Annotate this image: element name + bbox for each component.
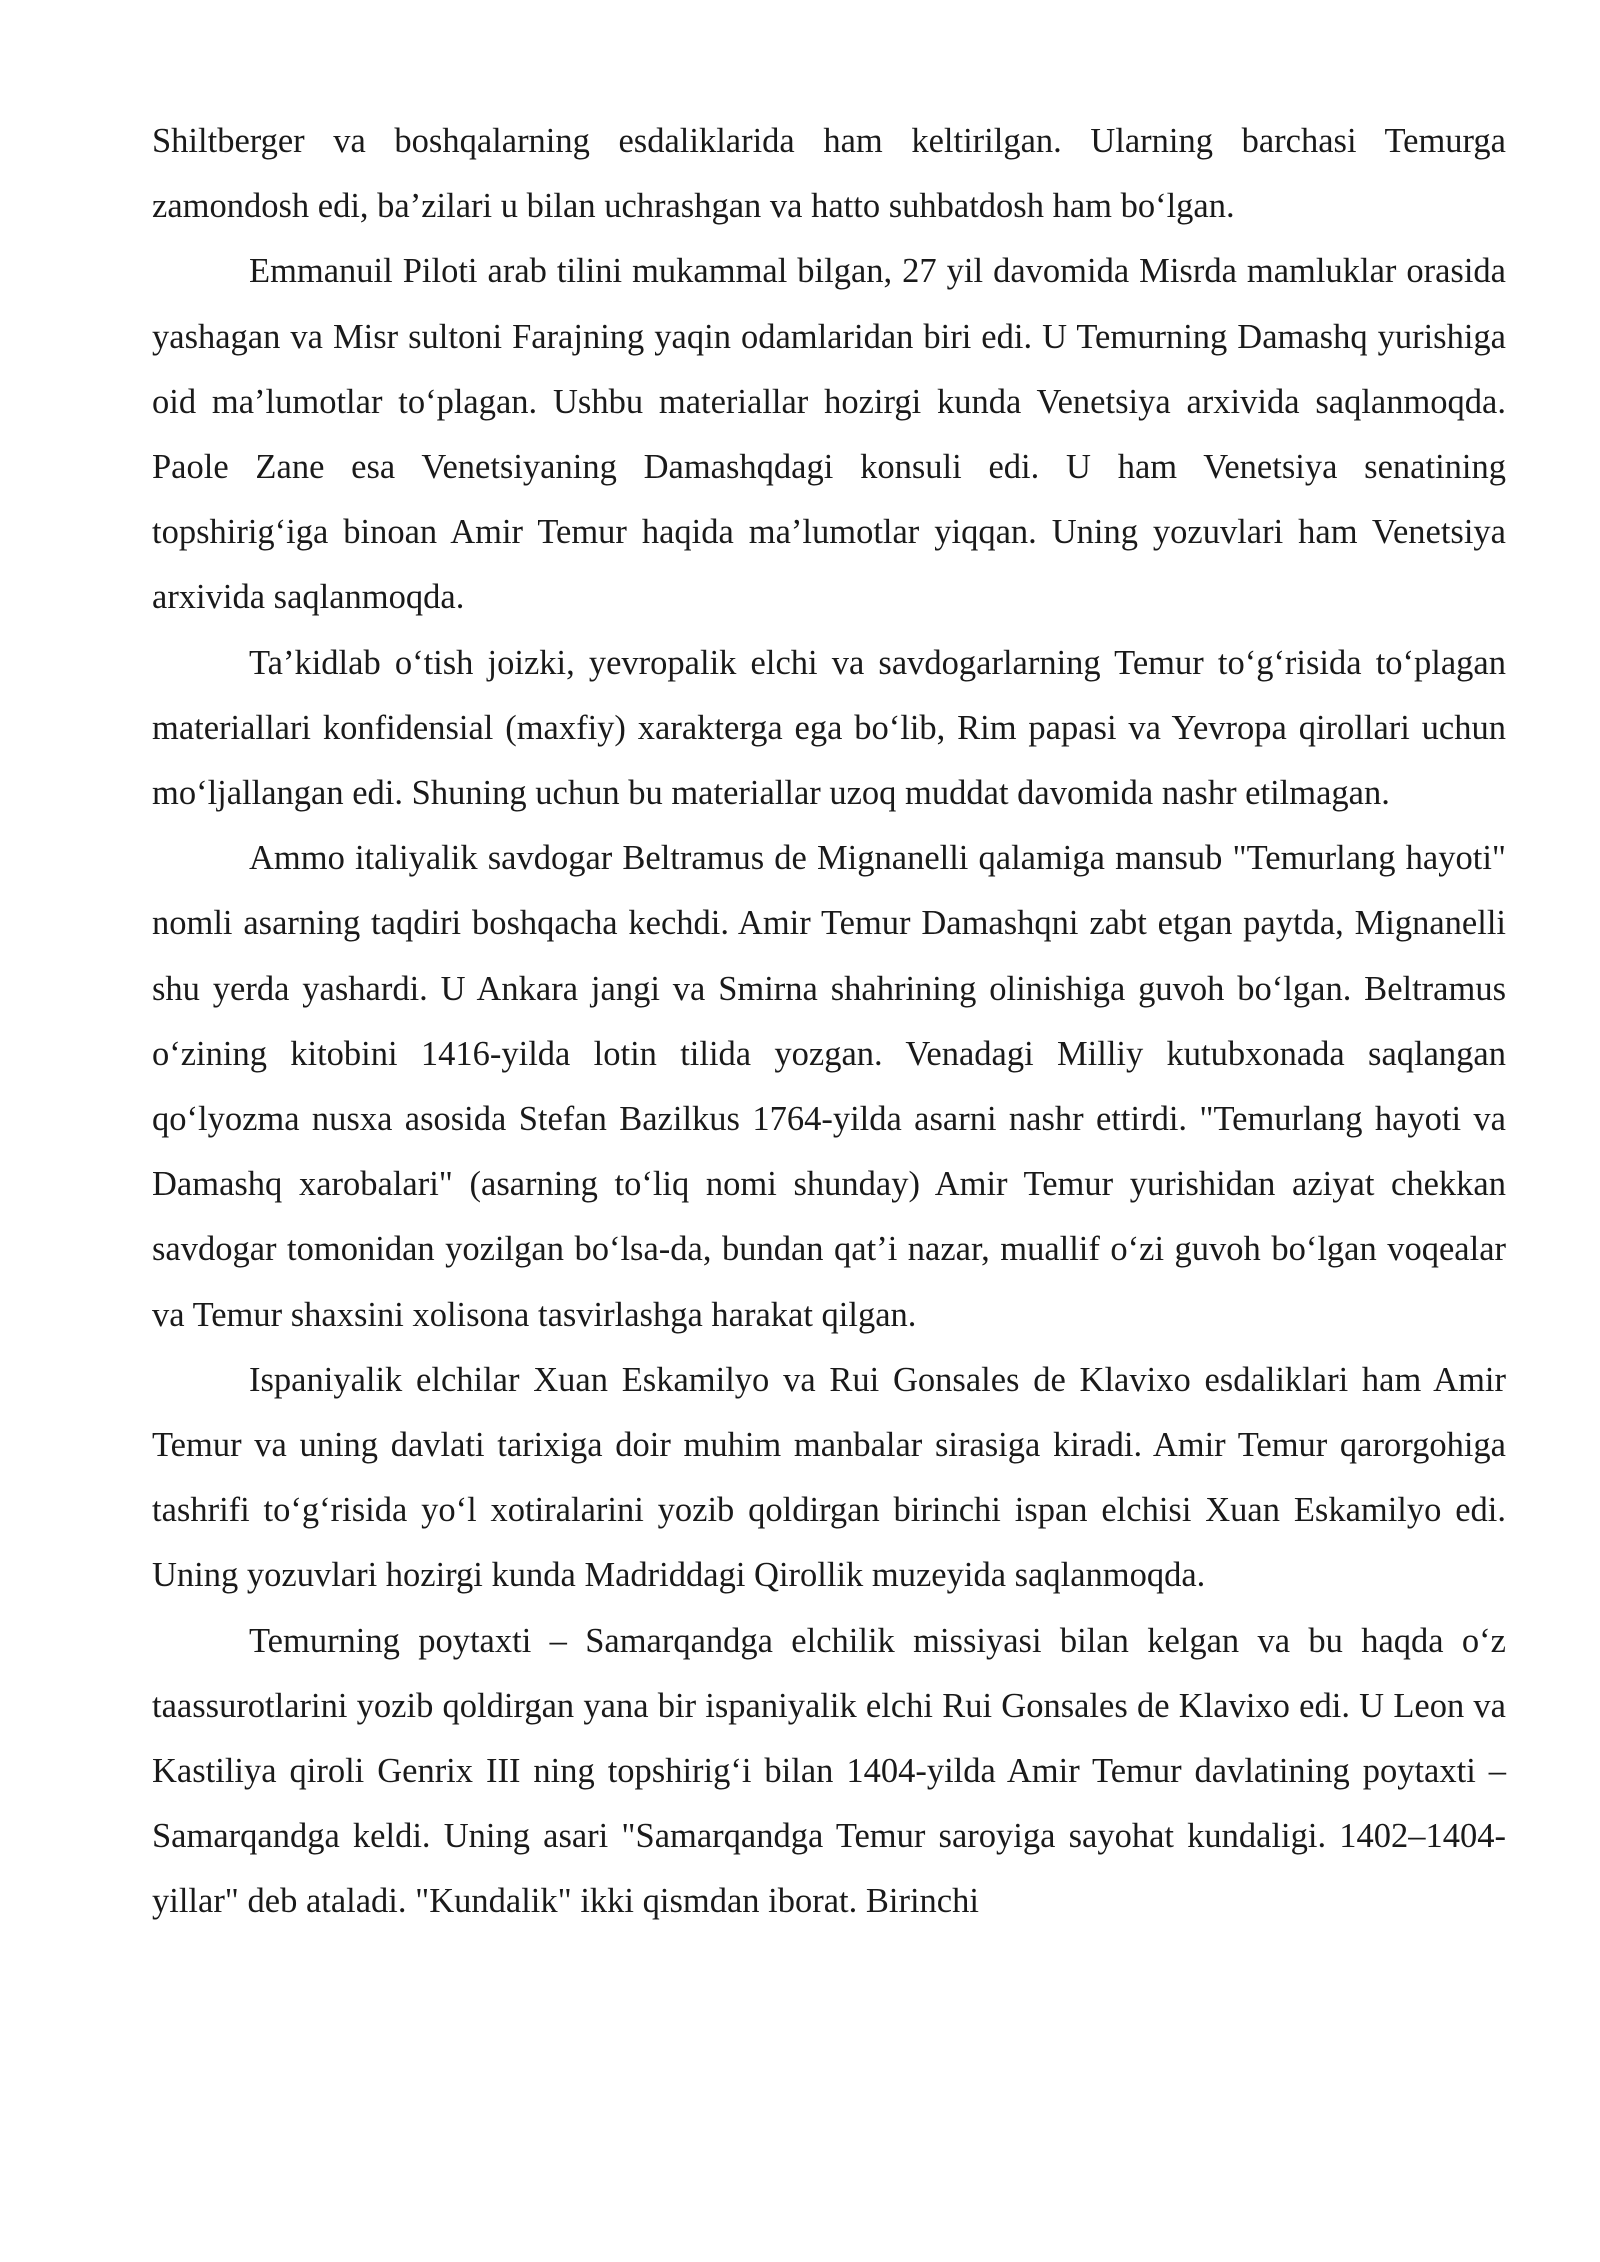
paragraph-klavixo: Temurning poytaxti – Samarqandga elchilik missiyasi bilan kelgan va bu haqda o‘z taassurotlarini yozib qoldirgan yana bir ispaniyalik elchi Rui Gonsales de Klavixo edi. U Leon va Kastiliya qiroli Genrix III ning topshirig‘i bilan 1404-yilda Amir Temur davlatining poytaxti – Samarqandga keldi. Uning asari "Samarqandga Temur saroyiga sayohat kundaligi. 1402–1404-yillar" deb ataladi. "Kundalik" ikki qismdan iborat. Birinchi <box>152 1621 1506 1921</box>
paragraph-confidential: Ta’kidlab o‘tish joizki, yevropalik elchi va savdogarlarning Temur to‘g‘risida to‘plagan materiallari konfidensial (maxfiy) xarakterga ega bo‘lib, Rim papasi va Yevropa qirollari uchun mo‘ljallangan edi. Shuning uchun bu materiallar uzoq muddat davomida nashr etilmagan. <box>152 643 1506 813</box>
paragraph-mignanelli: Ammo italiyalik savdogar Beltramus de Mignanelli qalamiga mansub "Temurlang hayoti" nomli asarning taqdiri boshqacha kechdi. Amir Temur Damashqni zabt etgan paytda, Mignanelli shu yerda yashardi. U Ankara jangi va Smirna shahrining olinishiga guvoh bo‘lgan. Beltramus o‘zining kitobini 1416-yilda lotin tilida yozgan. Venadagi Milliy kutubxonada saqlangan qo‘lyozma nusxa asosida Stefan Bazilkus 1764-yilda asarni nashr ettirdi. "Temurlang hayoti va Damashq xarobalari" (asarning to‘liq nomi shunday) Amir Temur yurishidan aziyat chekkan savdogar tomonidan yozilgan bo‘lsa-da, bundan qat’i nazar, muallif o‘zi guvoh bo‘lgan voqealar va Temur shaxsini xolisona tasvirlashga harakat qilgan. <box>152 839 1506 1334</box>
document-page <box>152 109 1506 1935</box>
paragraph-spanish-envoys: Ispaniyalik elchilar Xuan Eskamilyo va Rui Gonsales de Klavixo esdaliklari ham Amir Temur va uning davlati tarixiga doir muhim manbalar sirasiga kiradi. Amir Temur qarorgohiga tashrifi to‘g‘risida yo‘l xotiralarini yozib qoldirgan birinchi ispan elchisi Xuan Eskamilyo edi. Uning yozuvlari hozirgi kunda Madriddagi Qirollik muzeyida saqlanmoqda. <box>152 1360 1506 1595</box>
paragraph-piloti: Emmanuil Piloti arab tilini mukammal bilgan, 27 yil davomida Misrda mamluklar orasida yashagan va Misr sultoni Farajning yaqin odamlaridan biri edi. U Temurning Damashq yurishiga oid ma’lumotlar to‘plagan. Ushbu materiallar hozirgi kunda Venetsiya arxivida saqlanmoqda. Paole Zane esa Venetsiyaning Damashqdagi konsuli edi. U ham Venetsiya senatining topshirig‘iga binoan Amir Temur haqida ma’lumotlar yiqqan. Uning yozuvlari ham Venetsiya arxivida saqlanmoqda. <box>152 252 1506 617</box>
paragraph-continuation: Shiltberger va boshqalarning esdaliklarida ham keltirilgan. Ularning barchasi Temurga zamondosh edi, ba’zilari u bilan uchrashgan va hatto suhbatdosh ham bo‘lgan. <box>152 122 1506 226</box>
